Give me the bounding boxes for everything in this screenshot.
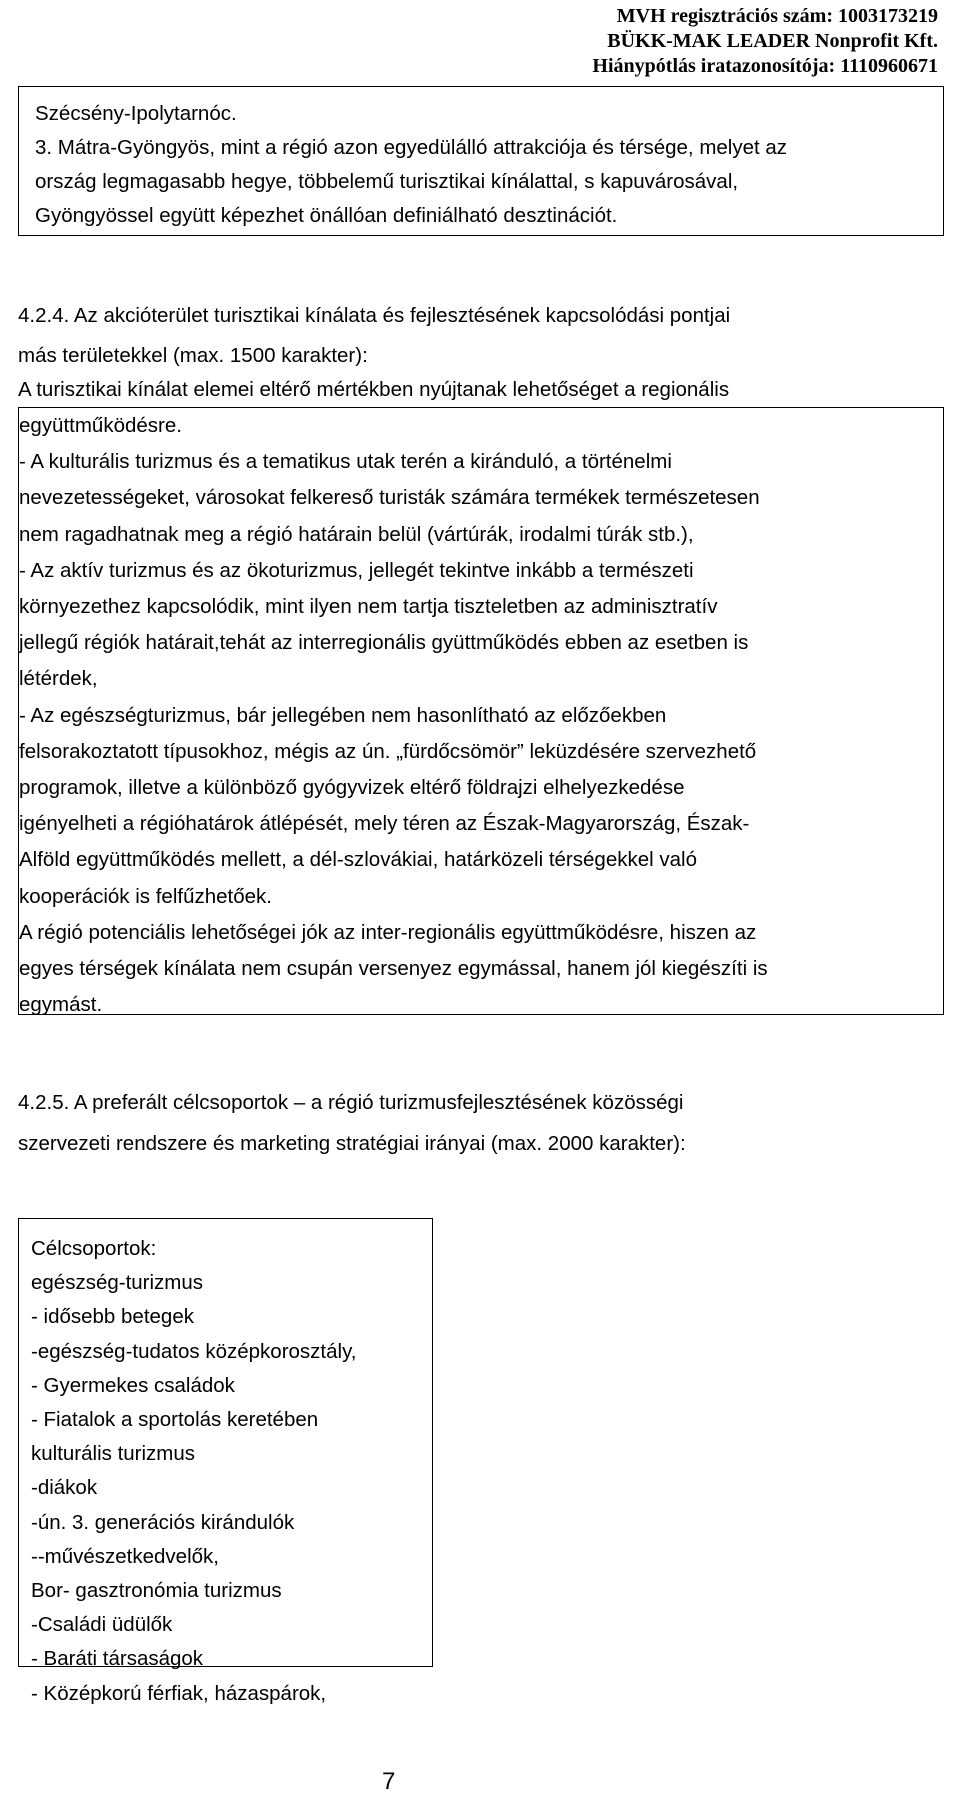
box2-line: létérdek, bbox=[19, 667, 98, 691]
box2-line: - Az aktív turizmus és az ökoturizmus, jellegét tekintve inkább a természeti bbox=[19, 558, 694, 582]
box2-line: nem ragadhatnak meg a régió határain belül (vártúrák, irodalmi túrák stb.), bbox=[19, 522, 694, 546]
box2-body bbox=[19, 408, 768, 1023]
box2-line: jellegű régiók határait,tehát az interregionális gyüttműködés ebben az esetben is bbox=[19, 631, 749, 655]
target-group-line: Bor- gasztronómia turizmus bbox=[31, 1579, 282, 1603]
target-group-line: - Gyermekes családok bbox=[31, 1373, 235, 1397]
target-group-line: -diákok bbox=[31, 1476, 98, 1500]
header-organization: BÜKK-MAK LEADER Nonprofit Kft. bbox=[607, 30, 938, 52]
target-group-line: -ún. 3. generációs kirándulók bbox=[31, 1510, 295, 1534]
box2-line: Alföld együttműködés mellett, a dél-szlovákiai, határközeli térségekkel való bbox=[19, 848, 697, 872]
target-group-line: - Fiatalok a sportolás keretében bbox=[31, 1408, 319, 1432]
section-heading-line: 4.2.5. A preferált célcsoportok – a régió turizmusfejlesztésének közösségi bbox=[18, 1091, 684, 1114]
header-registration-number: MVH regisztrációs szám: 1003173219 bbox=[616, 5, 938, 27]
box2-line: nevezetességeket, városokat felkereső turisták számára termékek természetesen bbox=[19, 486, 760, 510]
box2-line: egyes térségek kínálata nem csupán versenyez egymással, hanem jól kiegészíti is bbox=[19, 957, 768, 981]
target-group-line: -egészség-tudatos középkorosztály, bbox=[31, 1339, 357, 1363]
section-heading-4-2-4 bbox=[18, 296, 944, 376]
target-group-line: --művészetkedvelők, bbox=[31, 1544, 219, 1568]
box2-intro-line: A turisztikai kínálat elemei eltérő mértékben nyújtanak lehetőséget a regionális bbox=[18, 378, 730, 401]
target-group-line: egészség-turizmus bbox=[31, 1271, 204, 1295]
target-group-line: Célcsoportok: bbox=[31, 1237, 157, 1260]
box2-line: A régió potenciális lehetőségei jók az inter-regionális együttműködésre, hiszen az bbox=[19, 920, 757, 944]
target-group-line: - Baráti társaságok bbox=[31, 1647, 204, 1671]
page-number: 7 bbox=[382, 1768, 396, 1795]
target-group-line: - Középkorú férfiak, házaspárok, bbox=[31, 1681, 327, 1705]
text-box-destinations bbox=[18, 86, 944, 236]
section-heading-line: más területekkel (max. 1500 karakter): bbox=[18, 344, 368, 367]
box1-line: 3. Mátra-Gyöngyös, mint a régió azon egyedülálló attrakciója és térsége, melyet az bbox=[35, 136, 788, 159]
box1-line: ország legmagasabb hegye, többelemű turisztikai kínálattal, s kapuvárosával, bbox=[35, 170, 739, 193]
target-group-line: kulturális turizmus bbox=[31, 1442, 196, 1466]
section-heading-4-2-5 bbox=[18, 1082, 944, 1164]
target-group-line: - idősebb betegek bbox=[31, 1305, 194, 1329]
target-group-line: -Családi üdülők bbox=[31, 1613, 173, 1637]
text-box-target-groups bbox=[18, 1218, 433, 1705]
box2-line: kooperációk is felfűzhetőek. bbox=[19, 884, 272, 908]
box1-line: Szécsény-Ipolytarnóc. bbox=[35, 102, 237, 125]
text-box-connections bbox=[18, 407, 944, 1015]
box2-line: együttműködésre. bbox=[19, 414, 182, 437]
box2-line: egymást. bbox=[19, 993, 103, 1017]
box2-line: programok, illetve a különböző gyógyvizek eltérő földrajzi elhelyezkedése bbox=[19, 776, 685, 800]
box2-line: környezethez kapcsolódik, mint ilyen nem tartja tiszteletben az adminisztratív bbox=[19, 595, 718, 619]
document-header bbox=[592, 4, 938, 79]
section-heading-line: szervezeti rendszere és marketing stratégiai irányai (max. 2000 karakter): bbox=[18, 1132, 686, 1155]
section-heading-line: 4.2.4. Az akcióterület turisztikai kínálata és fejlesztésének kapcsolódási pontjai bbox=[18, 304, 731, 327]
box2-line: - Az egészségturizmus, bár jellegében nem hasonlítható az előzőekben bbox=[19, 703, 667, 727]
box1-line: Gyöngyössel együtt képezhet önállóan definiálható desztinációt. bbox=[35, 204, 618, 227]
header-document-id: Hiánypótlás iratazonosítója: 1110960671 bbox=[592, 55, 938, 77]
box2-line: felsorakoztatott típusokhoz, mégis az ún. „fürdőcsömör” leküzdésére szervezhető bbox=[19, 739, 757, 763]
box2-line: - A kulturális turizmus és a tematikus utak terén a kiránduló, a történelmi bbox=[19, 450, 672, 474]
box2-line: igényelheti a régióhatárok átlépését, mely téren az Észak-Magyarország, Észak- bbox=[19, 812, 750, 836]
